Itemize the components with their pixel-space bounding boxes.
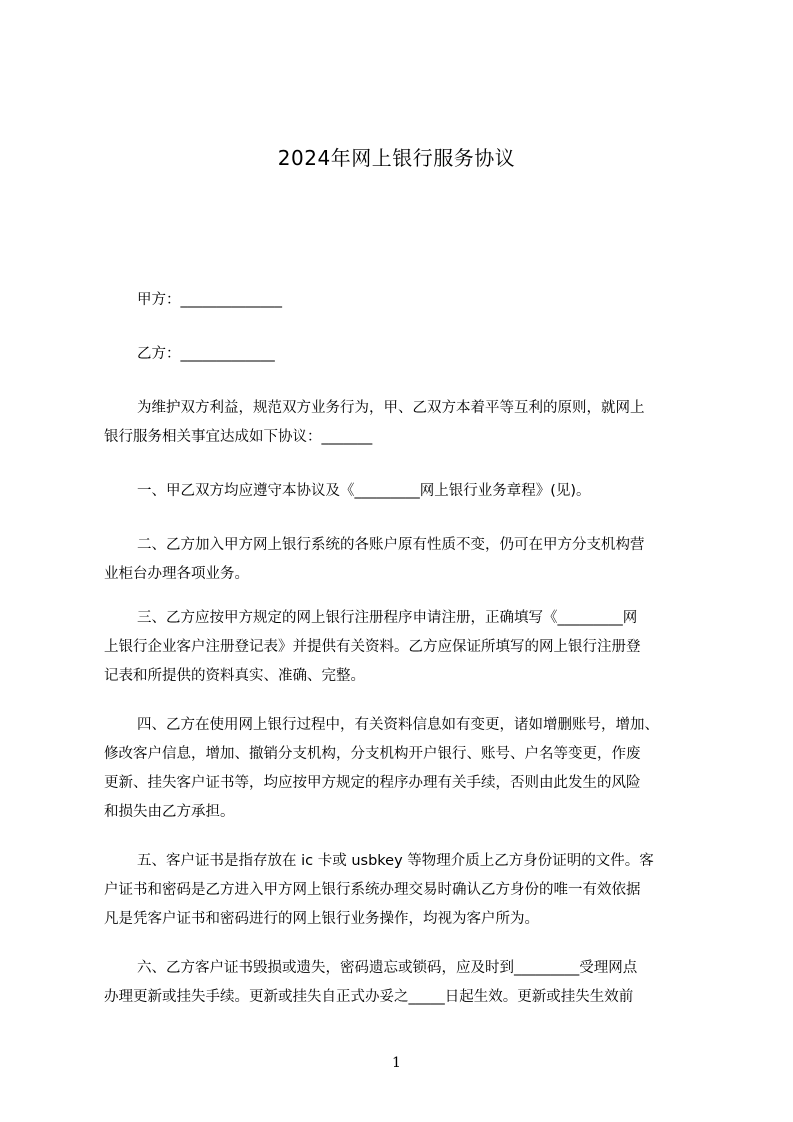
document-title: 2024年网上银行服务协议 bbox=[277, 146, 516, 170]
clause-line: 更新、挂失客户证书等，均应按甲方规定的程序办理有关手续，否则由此发生的风险 bbox=[104, 775, 641, 791]
clause-line: 六、乙方客户证书毁损或遗失，密码遗忘或锁码，应及时到_________受理网点 bbox=[137, 960, 638, 976]
intro-line: 为维护双方利益，规范双方业务行为，甲、乙双方本着平等互利的原则，就网上 bbox=[137, 400, 645, 416]
clause-line: 户证书和密码是乙方进入甲方网上银行系统办理交易时确认乙方身份的唯一有效依据 bbox=[104, 882, 641, 898]
clause-line: 二、乙方加入甲方网上银行系统的各账户原有性质不变，仍可在甲方分支机构营 bbox=[137, 537, 645, 553]
clause-line: 记表和所提供的资料真实、准确、完整。 bbox=[104, 668, 365, 684]
clause-line: 业柜台办理各项业务。 bbox=[104, 566, 249, 582]
clause-line: 凡是凭客户证书和密码进行的网上银行业务操作，均视为客户所为。 bbox=[104, 911, 539, 927]
page-number: 1 bbox=[392, 1055, 401, 1071]
clause-line: 三、乙方应按甲方规定的网上银行注册程序申请注册，正确填写《_________网 bbox=[137, 610, 638, 626]
party-b-line: 乙方：_____________ bbox=[137, 346, 275, 362]
clause-line: 办理更新或挂失手续。更新或挂失自正式办妥之_____日起生效。更新或挂失生效前 bbox=[104, 989, 634, 1005]
intro-line: 银行服务相关事宜达成如下协议：_______ bbox=[104, 429, 373, 445]
clause-line: 四、乙方在使用网上银行过程中，有关资料信息如有变更，诸如增删账号，增加、 bbox=[137, 717, 659, 733]
clause-line: 上银行企业客户注册登记表》并提供有关资料。乙方应保证所填写的网上银行注册登 bbox=[104, 639, 641, 655]
clause-line: 修改客户信息，增加、撤销分支机构，分支机构开户银行、账号、户名等变更，作废 bbox=[104, 746, 641, 762]
clause-line: 一、甲乙双方均应遵守本协议及《_________网上银行业务章程》(见)。 bbox=[137, 483, 591, 499]
clause-line: 五、客户证书是指存放在 ic 卡或 usbkey 等物理介质上乙方身份证明的文件。客 bbox=[137, 853, 654, 869]
party-a-line: 甲方：______________ bbox=[137, 292, 282, 308]
clause-line: 和损失由乙方承担。 bbox=[104, 804, 235, 820]
